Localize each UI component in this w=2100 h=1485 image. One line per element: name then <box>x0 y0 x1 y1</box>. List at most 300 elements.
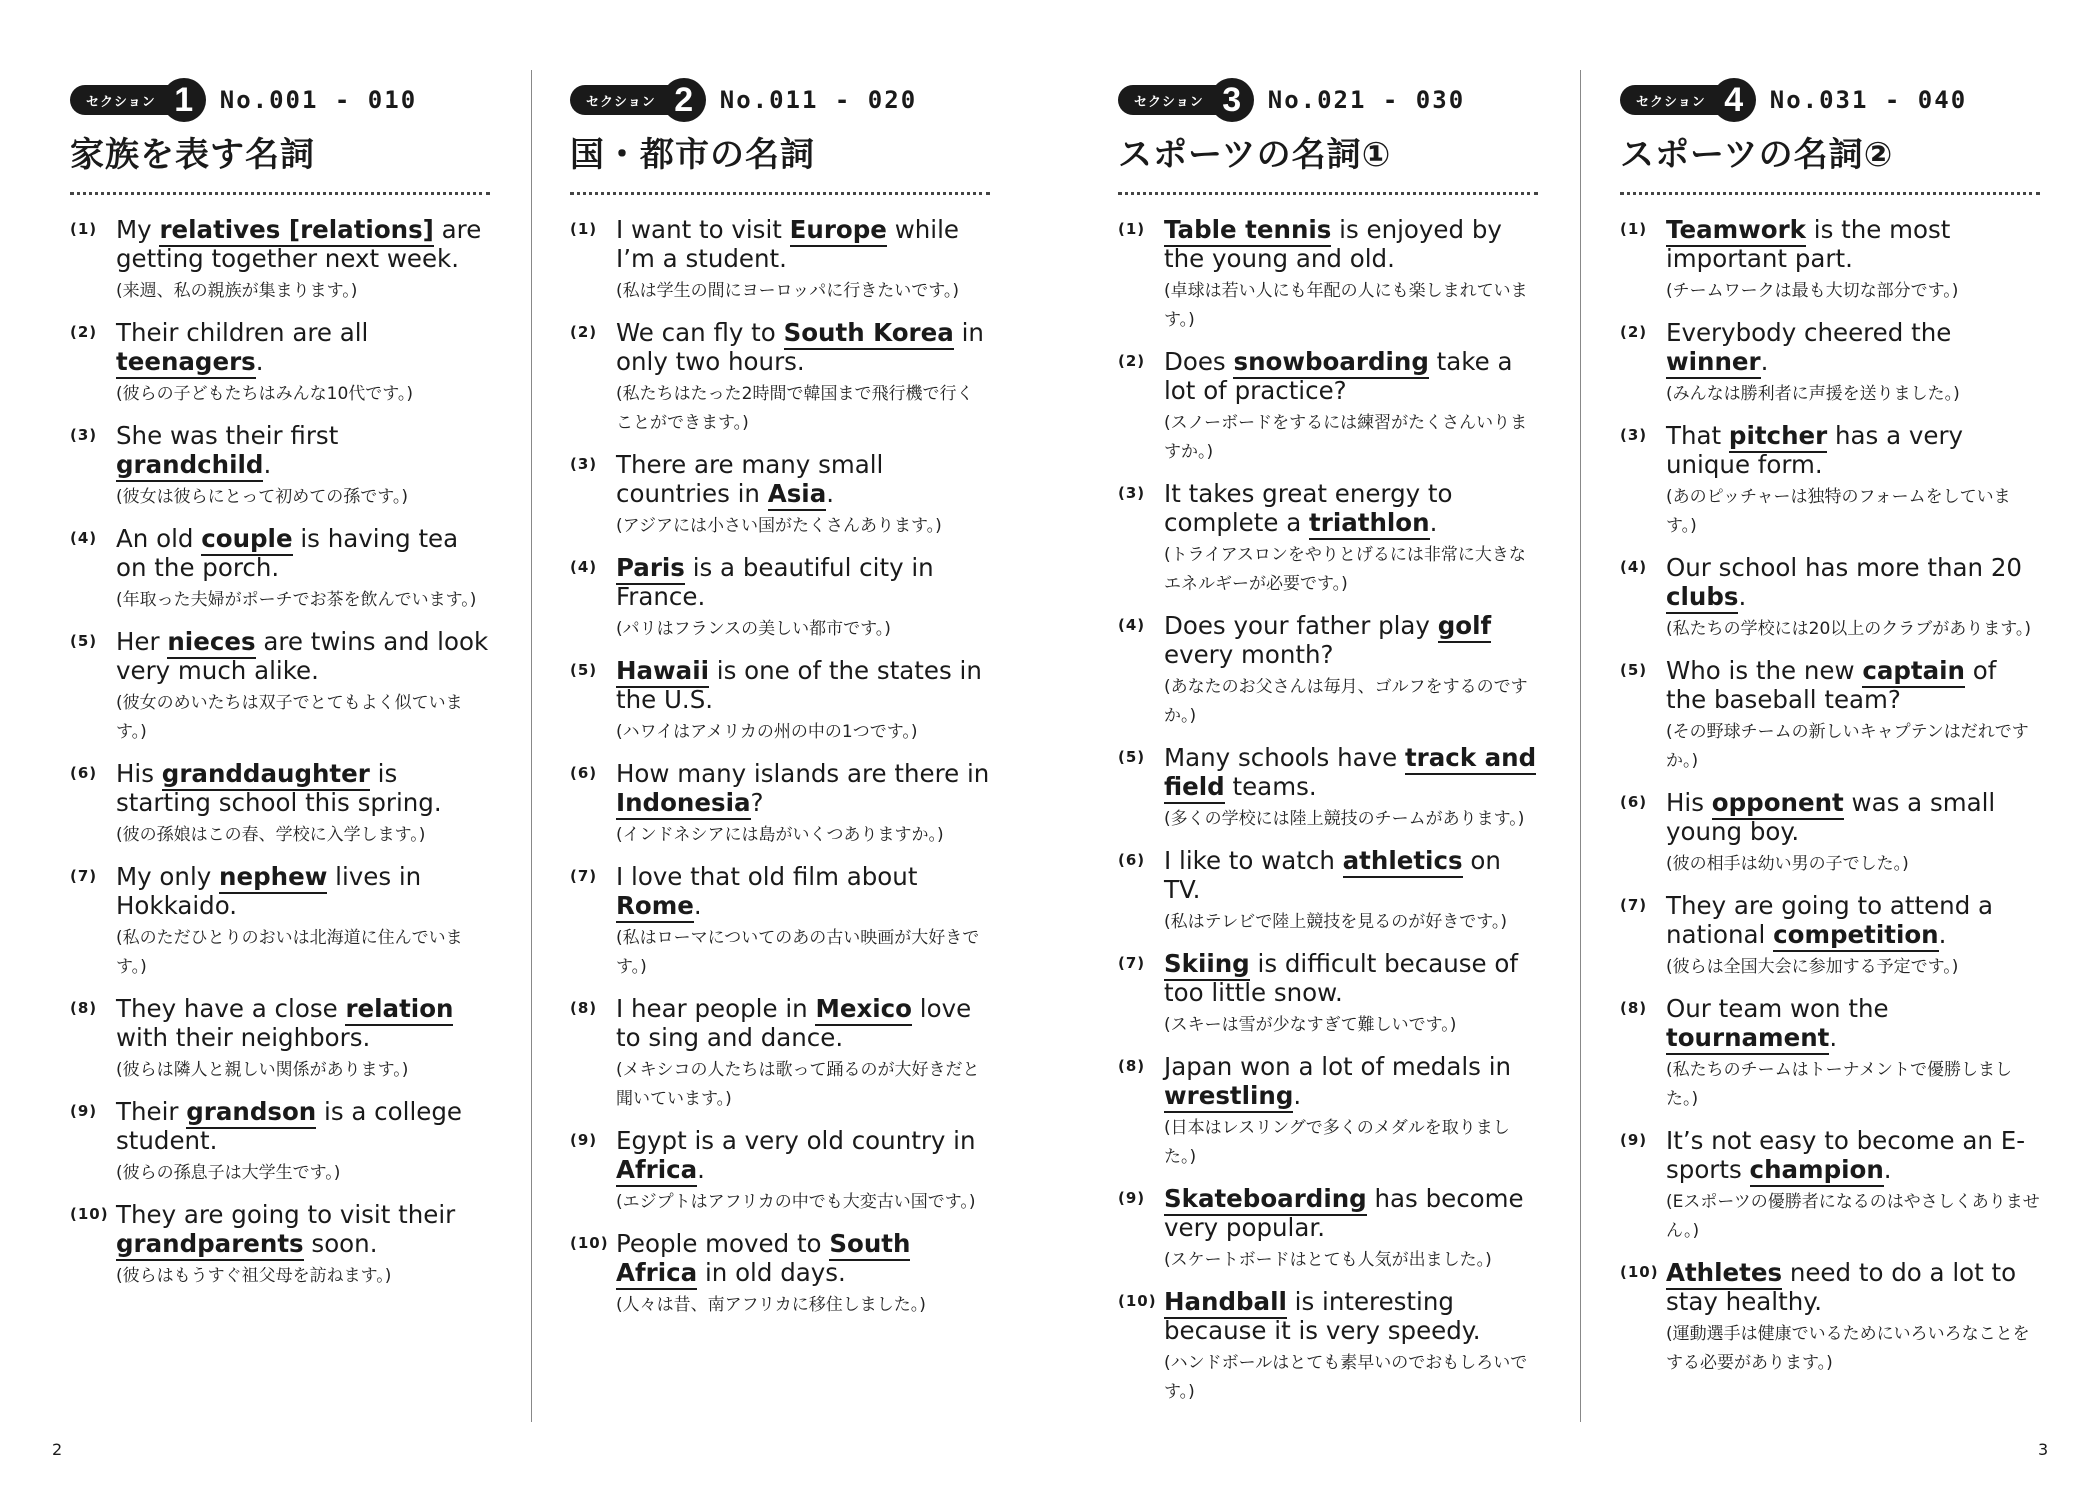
page-number-left: 2 <box>52 1440 63 1459</box>
vocab-item <box>570 1126 990 1217</box>
sentence-text: His <box>116 759 162 788</box>
item-number: (4) <box>1620 558 1648 576</box>
section-label: セクション <box>586 94 656 110</box>
keyword: couple <box>201 524 292 556</box>
vocab-item <box>1620 553 2040 644</box>
japanese-translation: (年取った夫婦がポーチでお茶を飲んでいます。) <box>116 590 477 610</box>
keyword: Mexico <box>815 994 912 1026</box>
japanese-translation: (エジプトはアフリカの中でも大変古い国です。) <box>616 1192 976 1212</box>
item-number: (2) <box>570 323 598 341</box>
sentence-text: is the most important part. <box>1666 215 1951 273</box>
keyword: opponent <box>1712 788 1844 820</box>
vocab-item <box>1118 743 1538 834</box>
item-number: (6) <box>70 764 98 782</box>
sentence-text: is interesting because it is very speedy. <box>1164 1287 1481 1345</box>
japanese-translation: (彼らは隣人と親しい関係があります。) <box>116 1060 409 1080</box>
keyword: Teamwork <box>1666 215 1806 247</box>
sentence-text: is starting school this spring. <box>116 759 442 817</box>
japanese-translation: (日本はレスリングで多くのメダルを取りました。) <box>1164 1118 1510 1167</box>
japanese-translation: (トライアスロンをやりとげるには非常に大きなエネルギーが必要です。) <box>1164 545 1526 594</box>
japanese-translation: (アジアには小さい国がたくさんあります。) <box>616 516 942 536</box>
sentence-text: with their neighbors. <box>116 1023 371 1052</box>
sentence-text: Their <box>116 1097 187 1126</box>
sentence-text: They are going to attend a national <box>1666 891 1994 949</box>
vocab-item <box>70 1097 490 1188</box>
section-title: 国・都市の名詞 <box>570 132 990 195</box>
item-list <box>570 215 990 1320</box>
keyword: triathlon <box>1309 508 1430 540</box>
vocab-item <box>570 318 990 438</box>
english-sentence <box>1164 743 1538 801</box>
sentence-text: They are going to visit their <box>116 1200 456 1229</box>
english-sentence <box>616 994 990 1052</box>
keyword: Table tennis <box>1164 215 1331 247</box>
japanese-translation: (私たちのチームはトーナメントで優勝しました。) <box>1666 1060 2012 1109</box>
sentence-text: My only <box>116 862 220 891</box>
vocab-item <box>70 862 490 982</box>
english-sentence <box>1666 421 2040 479</box>
sentence-text: has become very popular. <box>1164 1184 1524 1242</box>
english-sentence <box>1164 949 1538 1007</box>
vocab-item <box>70 627 490 747</box>
japanese-translation: (彼の相手は幼い男の子でした。) <box>1666 854 1909 874</box>
section-header <box>570 80 990 120</box>
sentence-text: We can fly to <box>616 318 784 347</box>
vocab-item <box>1118 1184 1538 1275</box>
vocab-item <box>1118 479 1538 599</box>
section-label: セクション <box>1636 94 1706 110</box>
sentence-text: . <box>693 891 702 920</box>
sentence-text: is a beautiful city in France. <box>616 553 934 611</box>
keyword: golf <box>1438 611 1491 643</box>
item-number: (5) <box>570 661 598 679</box>
keyword: Asia <box>768 479 826 511</box>
sentence-text: . <box>1738 582 1747 611</box>
vocab-item <box>570 553 990 644</box>
sentence-text: lives in Hokkaido. <box>116 862 422 920</box>
english-sentence <box>116 524 490 582</box>
item-number: (2) <box>1118 352 1146 370</box>
section-range: No.021 - 030 <box>1267 86 1466 114</box>
keyword: winner <box>1666 347 1761 379</box>
vocab-item <box>1620 318 2040 409</box>
sentence-text: Her <box>116 627 168 656</box>
keyword: grandparents <box>116 1229 304 1261</box>
keyword: grandchild <box>116 450 263 482</box>
english-sentence <box>1164 215 1538 273</box>
sentence-text: has a very unique form. <box>1666 421 1964 479</box>
sentence-text: Who is the new <box>1666 656 1863 685</box>
vocab-item <box>570 1229 990 1320</box>
item-number: (7) <box>1118 954 1146 972</box>
section-1 <box>70 80 490 1303</box>
item-number: (9) <box>1118 1189 1146 1207</box>
sentence-text: . <box>826 479 835 508</box>
column-divider <box>531 70 532 1422</box>
vocab-item <box>70 524 490 615</box>
keyword: Handball <box>1164 1287 1287 1319</box>
item-number: (1) <box>1620 220 1648 238</box>
sentence-text: Our team won the <box>1666 994 1889 1023</box>
sentence-text: need to do a lot to stay healthy. <box>1666 1258 2017 1316</box>
japanese-translation: (私は学生の間にヨーロッパに行きたいです。) <box>616 281 960 301</box>
english-sentence <box>616 862 990 920</box>
item-number: (6) <box>1118 851 1146 869</box>
keyword: South Korea <box>784 318 954 350</box>
japanese-translation: (彼の孫娘はこの春、学校に入学します。) <box>116 825 426 845</box>
japanese-translation: (Eスポーツの優勝者になるのはやさしくありません。) <box>1666 1192 2040 1241</box>
item-number: (9) <box>570 1131 598 1149</box>
english-sentence <box>116 1097 490 1155</box>
vocab-item <box>570 656 990 747</box>
keyword: tournament <box>1666 1023 1829 1055</box>
sentence-text: How many islands are there in <box>616 759 990 788</box>
item-number: (4) <box>570 558 598 576</box>
keyword: relatives [relations] <box>159 215 433 247</box>
sentence-text: Their children are all <box>116 318 369 347</box>
japanese-translation: (卓球は若い人にも年配の人にも楽しまれています。) <box>1164 281 1528 330</box>
vocab-item <box>570 862 990 982</box>
japanese-translation: (彼らの孫息子は大学生です。) <box>116 1163 341 1183</box>
vocab-item <box>1118 215 1538 335</box>
vocab-item <box>1620 1258 2040 1378</box>
vocab-item <box>70 421 490 512</box>
japanese-translation: (彼らは全国大会に参加する予定です。) <box>1666 957 1959 977</box>
english-sentence <box>1666 215 2040 273</box>
sentence-text: soon. <box>303 1229 378 1258</box>
item-number: (4) <box>70 529 98 547</box>
sentence-text: It’s not easy to become an E-sports <box>1666 1126 2026 1184</box>
item-number: (6) <box>570 764 598 782</box>
section-number: 2 <box>662 78 706 122</box>
vocab-item <box>70 318 490 409</box>
keyword: Rome <box>616 891 694 923</box>
keyword: Skateboarding <box>1164 1184 1367 1216</box>
sentence-text: Japan won a lot of medals in <box>1164 1052 1512 1081</box>
item-number: (9) <box>70 1102 98 1120</box>
item-number: (7) <box>570 867 598 885</box>
item-number: (2) <box>1620 323 1648 341</box>
sentence-text: I love that old film about <box>616 862 918 891</box>
sentence-text: Everybody cheered the <box>1666 318 1952 347</box>
item-number: (2) <box>70 323 98 341</box>
english-sentence <box>1666 1258 2040 1316</box>
item-number: (3) <box>570 455 598 473</box>
keyword: Indonesia <box>616 788 751 820</box>
vocab-item <box>570 450 990 541</box>
keyword: nephew <box>219 862 327 894</box>
english-sentence <box>1666 656 2040 714</box>
english-sentence <box>1666 788 2040 846</box>
keyword: track and field <box>1164 743 1536 804</box>
keyword: relation <box>345 994 453 1026</box>
sentence-text: was a small young boy. <box>1666 788 1996 846</box>
item-number: (3) <box>70 426 98 444</box>
sentence-text: His <box>1666 788 1712 817</box>
sentence-text: love to sing and dance. <box>616 994 972 1052</box>
english-sentence <box>116 421 490 479</box>
japanese-translation: (スキーは雪が少なすぎて難しいです。) <box>1164 1015 1457 1035</box>
item-number: (9) <box>1620 1131 1648 1149</box>
english-sentence <box>116 318 490 376</box>
japanese-translation: (彼女のめいたちは双子でとてもよく似ています。) <box>116 693 463 742</box>
sentence-text: They have a close <box>116 994 346 1023</box>
keyword: captain <box>1862 656 1965 688</box>
english-sentence <box>116 759 490 817</box>
vocab-item <box>1118 347 1538 467</box>
sentence-text: is enjoyed by the young and old. <box>1164 215 1502 273</box>
keyword: Hawaii <box>616 656 709 688</box>
section-range: No.031 - 040 <box>1769 86 1968 114</box>
section-number: 4 <box>1712 78 1756 122</box>
sentence-text: I hear people in <box>616 994 816 1023</box>
item-number: (6) <box>1620 793 1648 811</box>
keyword: Paris <box>616 553 685 585</box>
english-sentence <box>1164 1052 1538 1110</box>
item-number: (4) <box>1118 616 1146 634</box>
japanese-translation: (来週、私の親族が集まります。) <box>116 281 358 301</box>
japanese-translation: (私はローマについてのあの古い映画が大好きです。) <box>616 928 980 977</box>
section-header <box>70 80 490 120</box>
sentence-text: Does <box>1164 347 1234 376</box>
english-sentence <box>616 1126 990 1184</box>
keyword: pitcher <box>1729 421 1827 453</box>
english-sentence <box>116 862 490 920</box>
english-sentence <box>1666 318 2040 376</box>
english-sentence <box>616 553 990 611</box>
item-number: (8) <box>570 999 598 1017</box>
item-number: (3) <box>1620 426 1648 444</box>
vocab-item <box>1118 1287 1538 1407</box>
section-title: 家族を表す名詞 <box>70 132 490 195</box>
section-number: 3 <box>1210 78 1254 122</box>
keyword: wrestling <box>1164 1081 1293 1113</box>
english-sentence <box>616 1229 990 1287</box>
sentence-text: She was their first <box>116 421 339 450</box>
vocab-item <box>70 215 490 306</box>
japanese-translation: (人々は昔、南アフリカに移住しました。) <box>616 1295 926 1315</box>
item-number: (7) <box>1620 896 1648 914</box>
keyword: grandson <box>186 1097 316 1129</box>
vocab-item <box>570 215 990 306</box>
vocab-item <box>1118 846 1538 937</box>
english-sentence <box>116 1200 490 1258</box>
sentence-text: every month? <box>1164 640 1334 669</box>
keyword: teenagers <box>116 347 256 379</box>
vocab-item <box>570 759 990 850</box>
sentence-text: Our school has more than 20 <box>1666 553 2022 582</box>
english-sentence <box>616 656 990 714</box>
vocab-item <box>70 1200 490 1291</box>
item-number: (10) <box>1620 1263 1659 1281</box>
japanese-translation: (その野球チームの新しいキャプテンはだれですか。) <box>1666 722 2029 771</box>
keyword: granddaughter <box>162 759 370 791</box>
english-sentence <box>116 627 490 685</box>
keyword: nieces <box>167 627 255 659</box>
sentence-text: That <box>1666 421 1729 450</box>
sentence-text: . <box>1429 508 1438 537</box>
item-number: (7) <box>70 867 98 885</box>
item-number: (10) <box>1118 1292 1157 1310</box>
sentence-text: . <box>1883 1155 1892 1184</box>
sentence-text: are getting together next week. <box>116 215 482 273</box>
section-title: スポーツの名詞① <box>1118 132 1538 195</box>
sentence-text: is having tea on the porch. <box>116 524 459 582</box>
japanese-translation: (あのピッチャーは独特のフォームをしています。) <box>1666 487 2011 536</box>
sentence-text: is a college student. <box>116 1097 462 1155</box>
keyword: competition <box>1773 920 1939 952</box>
sentence-text: in old days. <box>697 1258 846 1287</box>
sentence-text: It takes great energy to complete a <box>1164 479 1453 537</box>
sentence-text: I like to watch <box>1164 846 1343 875</box>
keyword: champion <box>1750 1155 1884 1187</box>
section-2 <box>570 80 990 1332</box>
japanese-translation: (私のただひとりのおいは北海道に住んでいます。) <box>116 928 463 977</box>
vocab-item <box>1620 656 2040 776</box>
section-label: セクション <box>86 94 156 110</box>
japanese-translation: (私たちはたった2時間で韓国まで飛行機で行くことができます。) <box>616 384 974 433</box>
sentence-text: An old <box>116 524 202 553</box>
english-sentence <box>1666 1126 2040 1184</box>
item-list <box>1118 215 1538 1407</box>
sentence-text: . <box>255 347 264 376</box>
section-range: No.011 - 020 <box>719 86 918 114</box>
section-label: セクション <box>1134 94 1204 110</box>
english-sentence <box>1666 994 2040 1052</box>
sentence-text: Does your father play <box>1164 611 1438 640</box>
section-header <box>1118 80 1538 120</box>
sentence-text: My <box>116 215 160 244</box>
japanese-translation: (彼らはもうすぐ祖父母を訪ねます。) <box>116 1266 392 1286</box>
section-header <box>1620 80 2040 120</box>
english-sentence <box>1666 553 2040 611</box>
section-badge <box>70 80 202 119</box>
sentence-text: I want to visit <box>616 215 790 244</box>
english-sentence <box>616 215 990 273</box>
japanese-translation: (運動選手は健康でいるためにいろいろなことをする必要があります。) <box>1666 1324 2030 1373</box>
sentence-text: on TV. <box>1164 846 1501 904</box>
vocab-item <box>1620 215 2040 306</box>
sentence-text: Many schools have <box>1164 743 1405 772</box>
vocab-item <box>1118 1052 1538 1172</box>
sentence-text: while I’m a student. <box>616 215 959 273</box>
section-4 <box>1620 80 2040 1390</box>
sentence-text: . <box>697 1155 705 1184</box>
item-number: (3) <box>1118 484 1146 502</box>
keyword: Skiing <box>1164 949 1250 981</box>
vocab-item <box>70 759 490 850</box>
vocab-item <box>1620 421 2040 541</box>
english-sentence <box>616 759 990 817</box>
vocab-item <box>1620 788 2040 879</box>
item-number: (1) <box>570 220 598 238</box>
item-number: (10) <box>570 1234 609 1252</box>
sentence-text: of the baseball team? <box>1666 656 1997 714</box>
japanese-translation: (インドネシアには島がいくつありますか。) <box>616 825 944 845</box>
keyword: athletics <box>1343 846 1463 878</box>
section-range: No.001 - 010 <box>219 86 418 114</box>
english-sentence <box>1164 611 1538 669</box>
sentence-text: . <box>1829 1023 1838 1052</box>
english-sentence <box>116 215 490 273</box>
keyword: snowboarding <box>1233 347 1428 379</box>
keyword: Africa <box>616 1155 697 1187</box>
sentence-text: teams. <box>1224 772 1317 801</box>
section-title: スポーツの名詞② <box>1620 132 2040 195</box>
japanese-translation: (ハンドボールはとても素早いのでおもしろいです。) <box>1164 1353 1528 1402</box>
japanese-translation: (多くの学校には陸上競技のチームがあります。) <box>1164 809 1525 829</box>
keyword: Athletes <box>1666 1258 1782 1290</box>
item-list <box>70 215 490 1291</box>
japanese-translation: (彼女は彼らにとって初めての孫です。) <box>116 487 409 507</box>
english-sentence <box>1164 1184 1538 1242</box>
sentence-text: . <box>1293 1081 1302 1110</box>
item-number: (5) <box>1620 661 1648 679</box>
japanese-translation: (みんなは勝利者に声援を送りました。) <box>1666 384 1960 404</box>
item-number: (5) <box>1118 748 1146 766</box>
item-number: (1) <box>1118 220 1146 238</box>
sentence-text: is one of the states in the U.S. <box>616 656 982 714</box>
vocab-item <box>570 994 990 1114</box>
japanese-translation: (チームワークは最も大切な部分です。) <box>1666 281 1959 301</box>
sentence-text: There are many small countries in <box>616 450 884 508</box>
sentence-text: take a lot of practice? <box>1164 347 1513 405</box>
section-badge <box>570 80 702 119</box>
sentence-text: . <box>1938 920 1947 949</box>
sentence-text: Egypt is a very old country in <box>616 1126 976 1155</box>
column-divider <box>1580 70 1581 1422</box>
english-sentence <box>1164 347 1538 405</box>
english-sentence <box>616 450 990 508</box>
item-number: (8) <box>1118 1057 1146 1075</box>
japanese-translation: (ハワイはアメリカの州の中の1つです。) <box>616 722 918 742</box>
item-number: (8) <box>1620 999 1648 1017</box>
japanese-translation: (メキシコの人たちは歌って踊るのが大好きだと聞いています。) <box>616 1060 980 1109</box>
japanese-translation: (スケートボードはとても人気が出ました。) <box>1164 1250 1492 1270</box>
sentence-text: . <box>1760 347 1769 376</box>
sentence-text: is difficult because of too little snow. <box>1164 949 1518 1007</box>
vocab-item <box>1118 611 1538 731</box>
japanese-translation: (パリはフランスの美しい都市です。) <box>616 619 891 639</box>
page-number-right: 3 <box>2038 1440 2049 1459</box>
section-3 <box>1118 80 1538 1419</box>
item-list <box>1620 215 2040 1378</box>
keyword: clubs <box>1666 582 1738 614</box>
keyword: South Africa <box>616 1229 910 1290</box>
vocab-item <box>1620 994 2040 1114</box>
japanese-translation: (彼らの子どもたちはみんな10代です。) <box>116 384 414 404</box>
english-sentence <box>116 994 490 1052</box>
vocab-item <box>1620 1126 2040 1246</box>
item-number: (10) <box>70 1205 109 1223</box>
sentence-text: in only two hours. <box>616 318 984 376</box>
english-sentence <box>1164 1287 1538 1345</box>
section-number: 1 <box>162 78 206 122</box>
japanese-translation: (あなたのお父さんは毎月、ゴルフをするのですか。) <box>1164 677 1528 726</box>
sentence-text: People moved to <box>616 1229 830 1258</box>
japanese-translation: (私はテレビで陸上競技を見るのが好きです。) <box>1164 912 1508 932</box>
japanese-translation: (スノーボードをするには練習がたくさんいりますか。) <box>1164 413 1528 462</box>
item-number: (5) <box>70 632 98 650</box>
keyword: Europe <box>790 215 887 247</box>
english-sentence <box>1164 846 1538 904</box>
english-sentence <box>616 318 990 376</box>
japanese-translation: (私たちの学校には20以上のクラブがあります。) <box>1666 619 2032 639</box>
sentence-text: . <box>263 450 272 479</box>
sentence-text: ? <box>750 788 764 817</box>
sentence-text: are twins and look very much alike. <box>116 627 489 685</box>
english-sentence <box>1164 479 1538 537</box>
